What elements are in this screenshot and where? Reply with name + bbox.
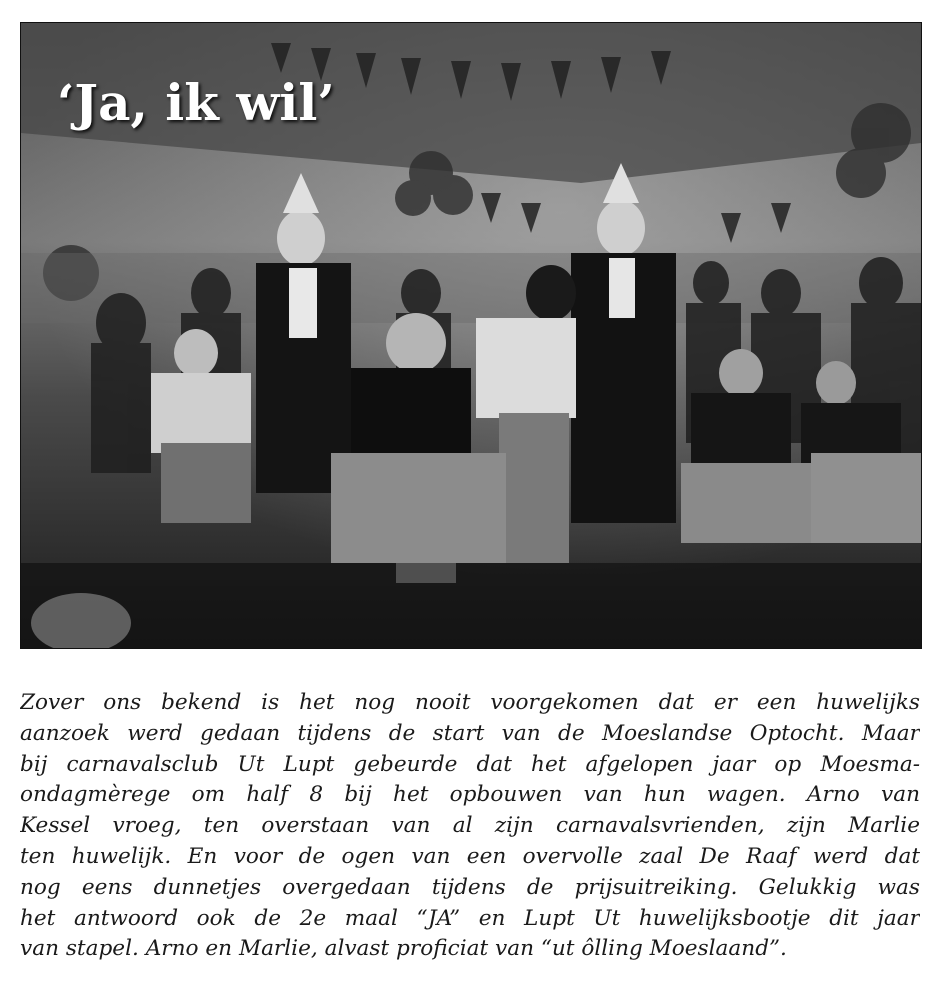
article-line: Zover ons bekend is het nog nooit voorgekomen dat er een huwelijks bbox=[20, 690, 920, 715]
article-line: van stapel. Arno en Marlie, alvast proficiat van “ut ôlling Moeslaand”. bbox=[20, 936, 787, 962]
photo-title: ‘Ja, ik wil’ bbox=[57, 73, 335, 132]
article-line: Kessel vroeg, ten overstaan van al zijn carnavalsvrienden, zijn Marlie bbox=[20, 813, 920, 839]
article-photo bbox=[20, 22, 922, 649]
article-body bbox=[20, 688, 920, 965]
article-line: nog eens dunnetjes overgedaan tijdens de prijsuitreiking. Gelukkig was bbox=[20, 874, 920, 900]
article-line: ten huwelijk. En voor de ogen van een overvolle zaal De Raaf werd dat bbox=[20, 843, 920, 869]
article-line: ondagmèrege om half 8 bij het opbouwen van hun wagen. Arno van bbox=[20, 782, 920, 808]
article-line: bij carnavalsclub Ut Lupt gebeurde dat het afgelopen jaar op Moesma- bbox=[20, 751, 920, 777]
article-line: het antwoord ook de 2e maal “JA” en Lupt Ut huwelijksbootje dit jaar bbox=[20, 905, 920, 931]
article-line: aanzoek werd gedaan tijdens de start van de Moeslandse Optocht. Maar bbox=[20, 720, 920, 746]
